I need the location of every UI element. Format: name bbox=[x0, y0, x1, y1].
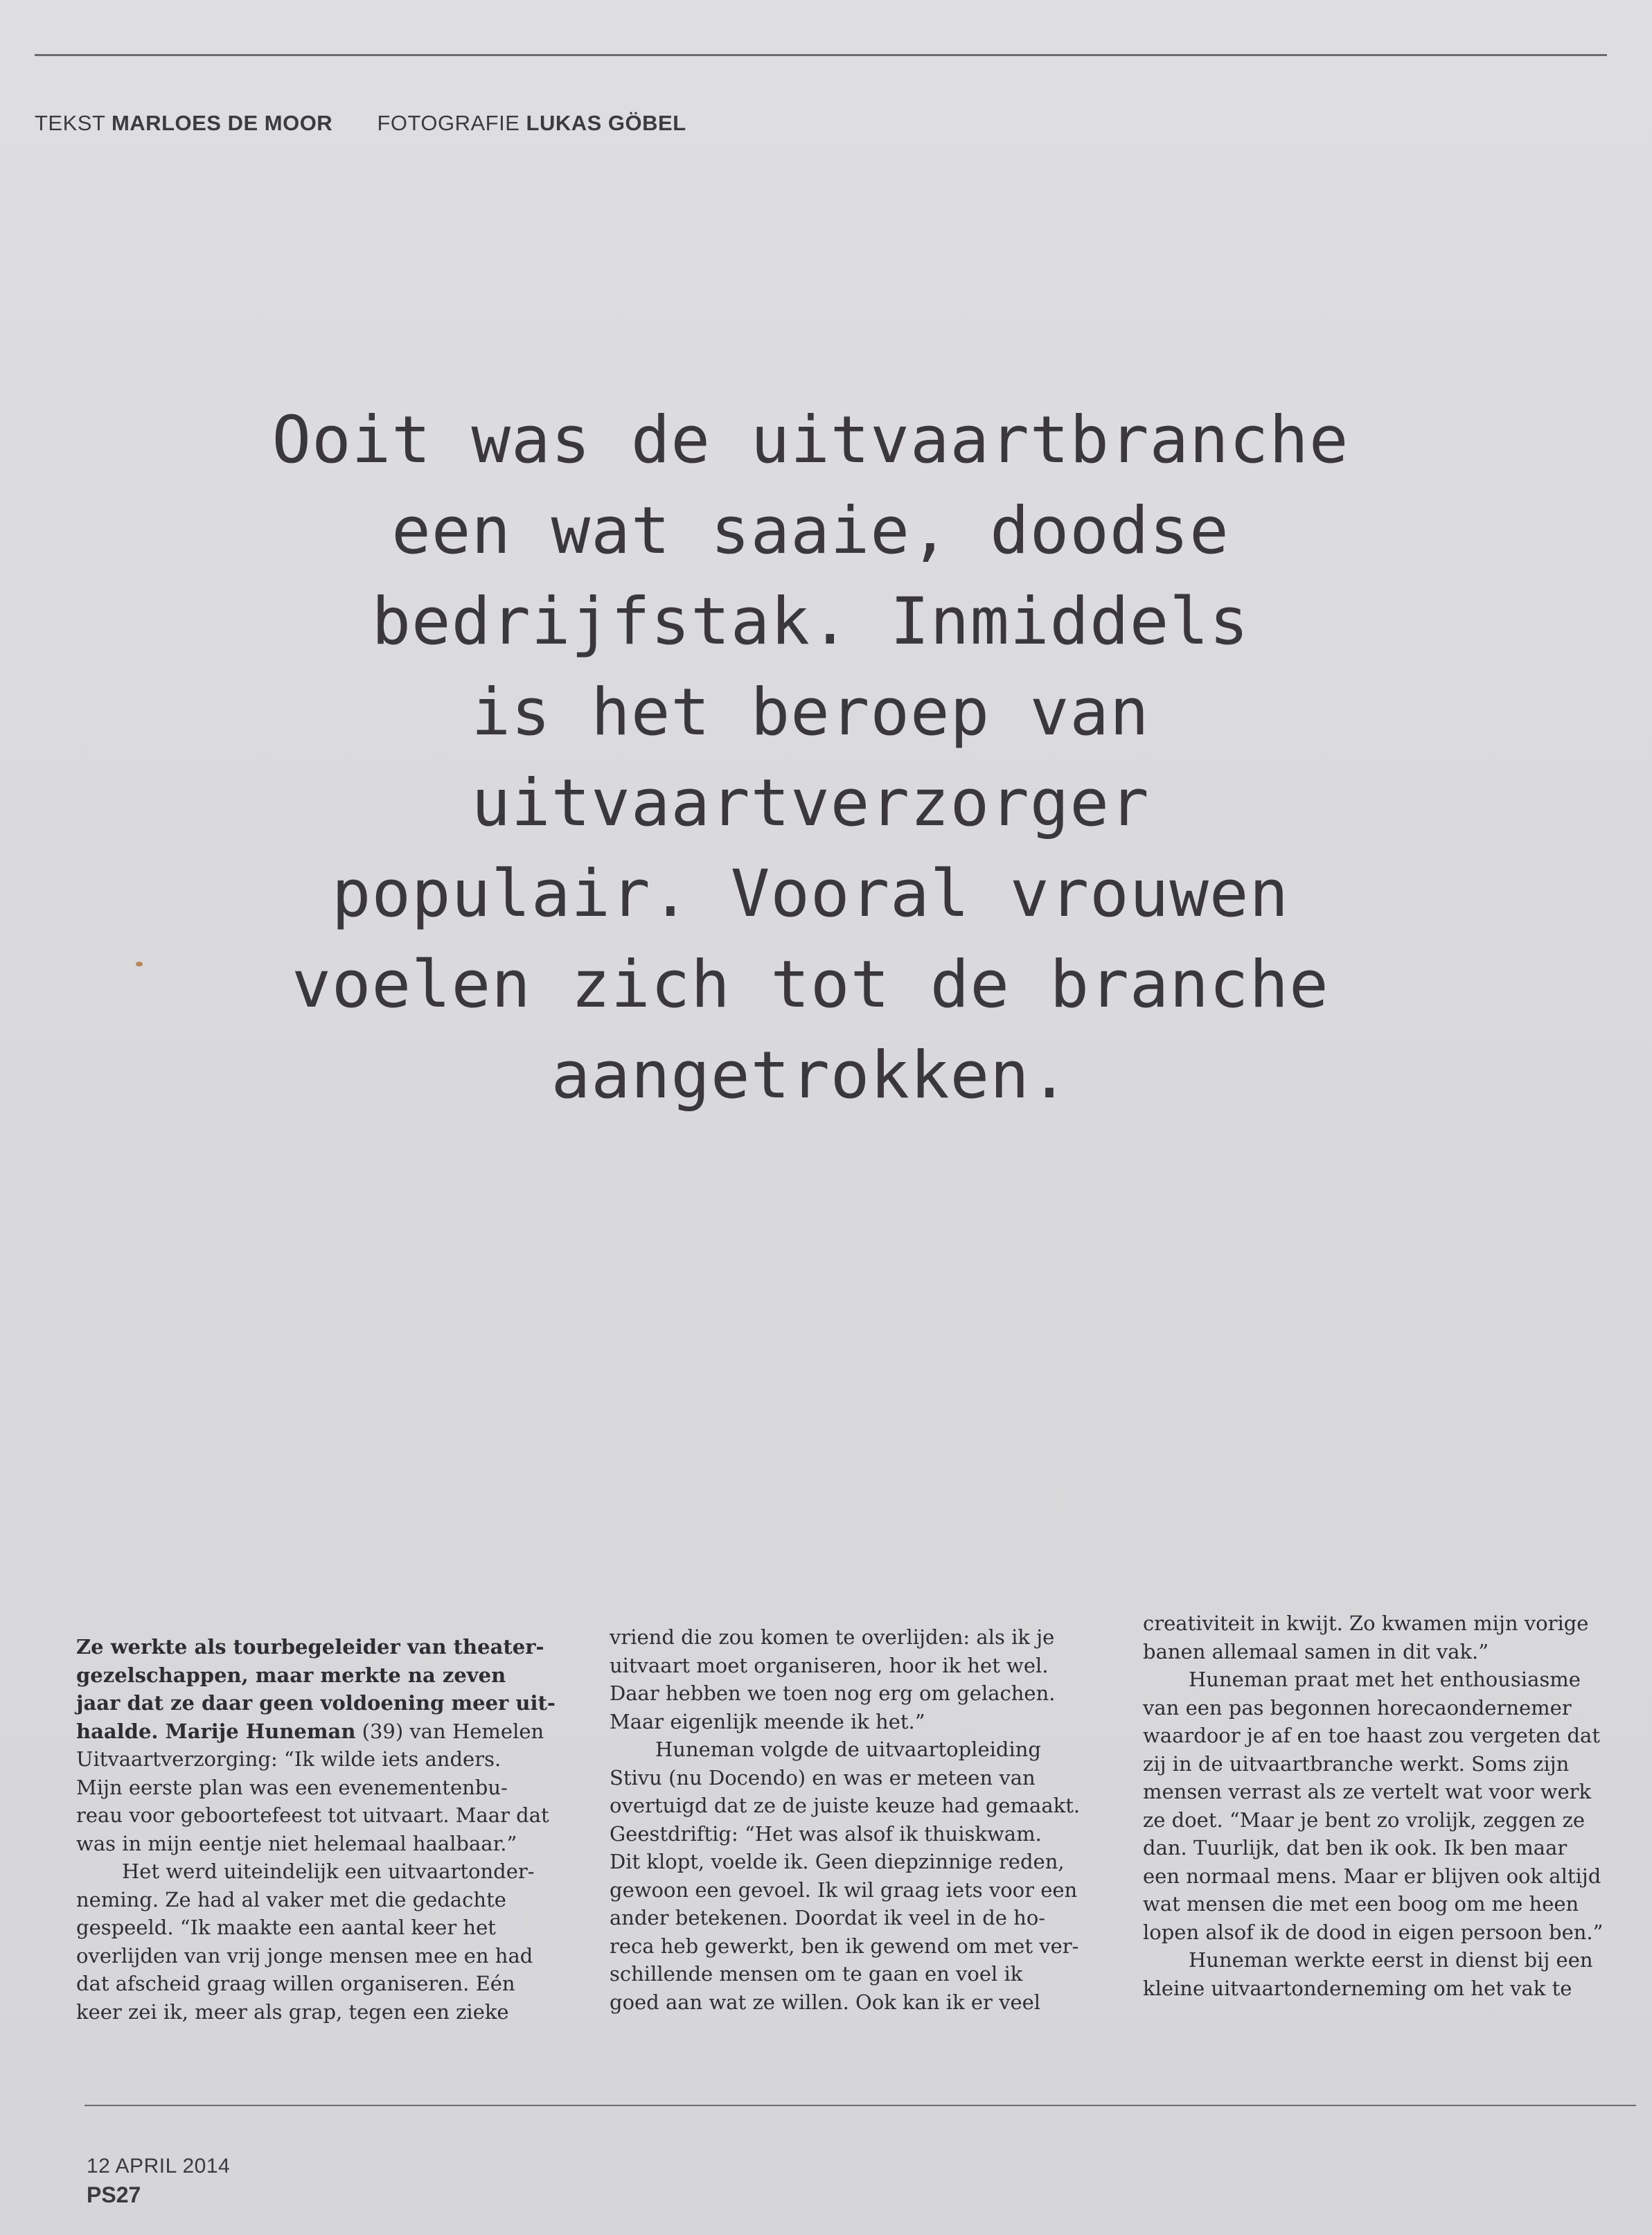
body-line: Dit klopt, voelde ik. Geen diepzinnige reden, bbox=[610, 1850, 1065, 1873]
body-line: reau voor geboortefeest tot uitvaart. Maar dat bbox=[76, 1803, 549, 1827]
body-line: banen allemaal samen in dit vak.” bbox=[1143, 1639, 1489, 1663]
headline-line: is het beroep van bbox=[471, 675, 1150, 750]
body-column-2 bbox=[610, 1623, 1115, 2016]
body-line: Het werd uiteindelijk een uitvaartonder- bbox=[122, 1859, 535, 1883]
text-credit-label: TEKST bbox=[35, 111, 105, 135]
headline-line: populair. Vooral vrouwen bbox=[331, 856, 1290, 932]
headline-line: uitvaartverzorger bbox=[471, 766, 1150, 841]
body-line: Geestdriftig: “Het was alsof ik thuiskwam. bbox=[610, 1821, 1042, 1846]
body-column-1 bbox=[76, 1633, 575, 2026]
body-line: creativiteit in kwijt. Zo kwamen mijn vorige bbox=[1143, 1611, 1589, 1635]
headline-line: bedrijfstak. Inmiddels bbox=[371, 584, 1250, 660]
body-line: Huneman volgde de uitvaartopleiding bbox=[655, 1738, 1041, 1761]
body-line: vriend die zou komen te overlijden: als ik je bbox=[610, 1625, 1055, 1649]
body-line: uitvaart moet organiseren, hoor ik het wel. bbox=[610, 1653, 1049, 1677]
body-line: Huneman werkte eerst in dienst bij een bbox=[1189, 1948, 1593, 1972]
body-line: neming. Ze had al vaker met die gedachte bbox=[76, 1887, 506, 1911]
photo-credit-label: FOTOGRAFIE bbox=[377, 111, 520, 135]
body-line: waardoor je af en toe haast zou vergeten dat bbox=[1143, 1724, 1600, 1747]
body-line: zij in de uitvaartbranche werkt. Soms zijn bbox=[1143, 1751, 1570, 1776]
body-line: keer zei ik, meer als grap, tegen een zieke bbox=[76, 1999, 509, 2024]
headline-line: voelen zich tot de branche bbox=[292, 947, 1329, 1023]
lead-line: jaar dat ze daar geen voldoening meer uit- bbox=[76, 1691, 556, 1715]
body-line: Uitvaartverzorging: “Ik wilde iets anders. bbox=[76, 1747, 501, 1771]
body-line: was in mijn eentje niet helemaal haalbaar.” bbox=[76, 1831, 517, 1855]
body-line: ander betekenen. Doordat ik veel in de ho- bbox=[610, 1906, 1046, 1929]
body-line: gespeeld. “Ik maakte een aantal keer het bbox=[76, 1916, 496, 1939]
body-line: (39) van Hemelen bbox=[355, 1719, 544, 1743]
body-column-3 bbox=[1143, 1609, 1628, 2002]
body-line: dat afscheid graag willen organiseren. Eén bbox=[76, 1972, 515, 1995]
body-line: een normaal mens. Maar er blijven ook altijd bbox=[1143, 1864, 1601, 1888]
body-line: overlijden van vrij jonge mensen mee en had bbox=[76, 1943, 533, 1968]
print-speck bbox=[136, 962, 143, 966]
body-line: wat mensen die met een boog om me heen bbox=[1143, 1892, 1579, 1916]
body-line: mensen verrast als ze vertelt wat voor werk bbox=[1143, 1780, 1592, 1803]
body-line: dan. Tuurlijk, dat ben ik ook. Ik ben maar bbox=[1143, 1836, 1567, 1859]
body-line: reca heb gewerkt, ben ik gewend om met ver- bbox=[610, 1934, 1079, 1958]
body-line: van een pas begonnen horecaondernemer bbox=[1143, 1695, 1572, 1720]
page-number: PS27 bbox=[87, 2182, 141, 2207]
headline bbox=[125, 395, 1496, 1121]
body-line: kleine uitvaartonderneming om het vak te bbox=[1143, 1976, 1572, 2000]
author-name: MARLOES DE MOOR bbox=[111, 111, 333, 135]
photographer-name: LUKAS GÖBEL bbox=[526, 111, 686, 135]
lead-line: gezelschappen, maar merkte na zeven bbox=[76, 1663, 506, 1687]
body-line: Daar hebben we toen nog erg om gelachen. bbox=[610, 1681, 1056, 1705]
headline-line: aangetrokken. bbox=[551, 1038, 1070, 1113]
lead-line: haalde. Marije Huneman bbox=[76, 1719, 356, 1743]
body-line: Stivu (nu Docendo) en was er meteen van bbox=[610, 1765, 1036, 1790]
body-line: goed aan wat ze willen. Ook kan ik er veel bbox=[610, 1990, 1041, 2014]
body-line: Huneman praat met het enthousiasme bbox=[1189, 1668, 1581, 1691]
body-line: overtuigd dat ze de juiste keuze had gemaakt. bbox=[610, 1794, 1081, 1817]
body-line: schillende mensen om te gaan en voel ik bbox=[610, 1962, 1023, 1986]
body-line: Maar eigenlijk meende ik het.” bbox=[610, 1709, 925, 1733]
headline-line: Ooit was de uitvaartbranche bbox=[272, 403, 1349, 478]
body-line: Mijn eerste plan was een evenementenbu- bbox=[76, 1775, 508, 1799]
top-rule bbox=[35, 54, 1607, 56]
headline-line: een wat saaie, doodse bbox=[391, 493, 1229, 569]
byline bbox=[35, 111, 686, 136]
issue-date: 12 APRIL 2014 bbox=[87, 2155, 231, 2177]
lead-line: Ze werkte als tourbegeleider van theater- bbox=[76, 1635, 544, 1659]
body-line: lopen alsof ik de dood in eigen persoon ben.” bbox=[1143, 1920, 1604, 1944]
bottom-rule bbox=[85, 2105, 1636, 2106]
body-line: ze doet. “Maar je bent zo vrolijk, zeggen ze bbox=[1143, 1808, 1586, 1832]
page-footer bbox=[87, 2155, 230, 2208]
body-line: gewoon een gevoel. Ik wil graag iets voor een bbox=[610, 1878, 1078, 1902]
